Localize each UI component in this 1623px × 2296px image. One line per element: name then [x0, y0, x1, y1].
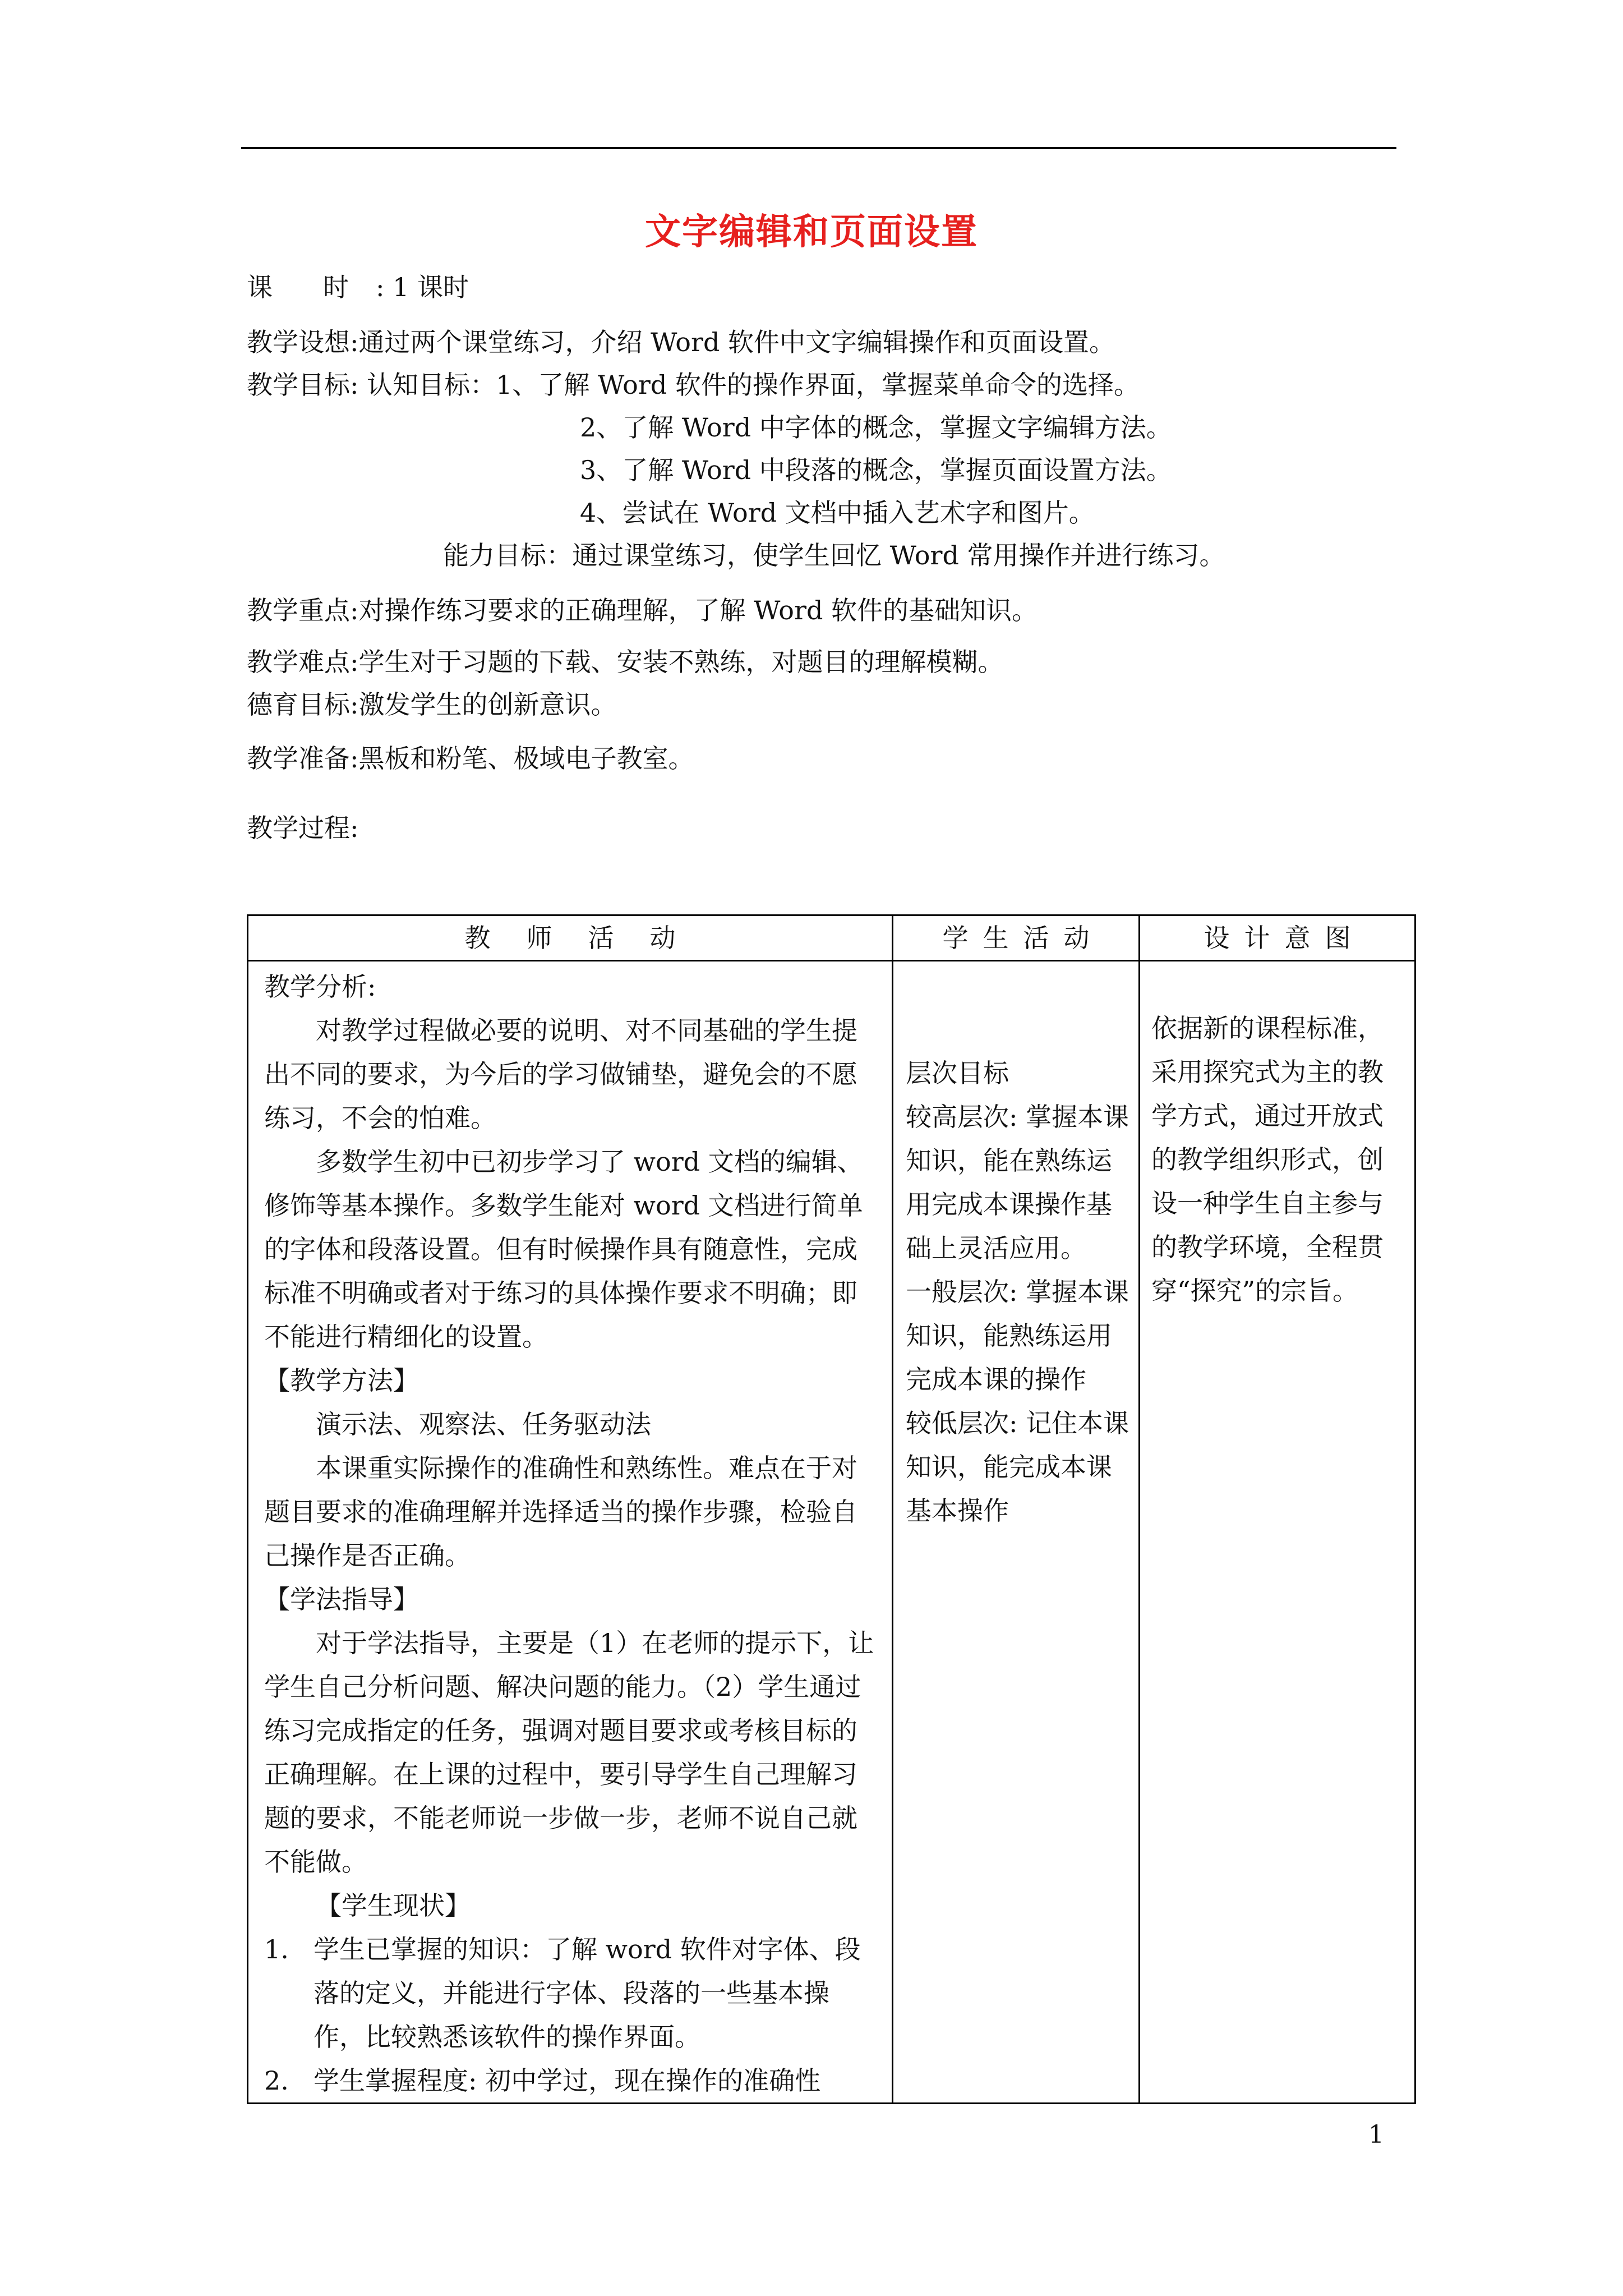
table-header-row [248, 915, 1415, 961]
moral-label: 德育目标: [247, 689, 359, 720]
goal-label: 教学目标: [247, 370, 359, 400]
status-item-2: 2. 学生掌握程度: 初中学过，现在操作的准确性 [264, 2065, 821, 2096]
study-paragraph-1: 对于学法指导，主要是（1）在老师的提示下，让学生自己分析问题、解决问题的能力。（2）学生通过练习完成指定的任务，强调对题目要求或考核目标的正确理解。在上课的过程中，要引导学生自己理解习题的要求，不能老师说一步做一步，老师不说自己就不能做。 [264, 1628, 874, 1877]
header-student: 学生活动 [893, 915, 1140, 961]
difficulty-value: 学生对于习题的下载、安装不熟练，对题目的理解模糊。 [358, 647, 1004, 677]
design-line [247, 325, 1115, 359]
student-goal-high: 较高层次: 掌握本课知识，能在熟练运用完成本课操作基础上灵活应用。 [906, 1102, 1129, 1263]
design-intent-cell [1140, 961, 1415, 2104]
student-goal-mid: 一般层次: 掌握本课知识，能熟练运用完成本课的操作 [906, 1277, 1129, 1395]
study-title: 【学法指导】 [264, 1584, 419, 1614]
table-body-row [248, 961, 1415, 2104]
difficulty-line [247, 645, 1004, 679]
goal-ability: 能力目标：通过课堂练习，使学生回忆 Word 常用操作并进行练习。 [443, 540, 1225, 570]
period-label-b: 时 [323, 272, 349, 302]
key-label: 教学重点: [247, 595, 359, 625]
period-label-a: 课 [247, 272, 273, 302]
design-value: 通过两个课堂练习，介绍 Word 软件中文字编辑操作和页面设置。 [358, 327, 1115, 357]
status-title: 【学生现状】 [316, 1890, 471, 1921]
goal-cognitive-label: 认知目标： [367, 370, 496, 400]
design-label: 教学设想: [247, 327, 359, 357]
lesson-table [247, 914, 1416, 2104]
period-line [247, 270, 469, 304]
student-goal-low: 较低层次: 记住本课知识，能完成本课基本操作 [906, 1408, 1129, 1526]
analysis-title: 教学分析: [264, 972, 376, 1002]
difficulty-label: 教学难点: [247, 647, 359, 677]
key-line [247, 593, 1038, 627]
status-item-1: 1. 学生已掌握的知识：了解 word 软件对字体、段落的定义，并能进行字体、段落的一些基本操作，比较熟悉该软件的操作界面。 [264, 1934, 861, 2052]
moral-value: 激发学生的创新意识。 [358, 689, 617, 720]
process-label: 教学过程: [247, 813, 359, 843]
method-title: 【教学方法】 [264, 1365, 419, 1396]
period-value: : 1 课时 [376, 272, 469, 302]
student-activity-cell [893, 961, 1140, 2104]
method-paragraph-2: 本课重实际操作的准确性和熟练性。难点在于对题目要求的准确理解并选择适当的操作步骤，检验自己操作是否正确。 [264, 1453, 857, 1571]
design-intent-text: 依据新的课程标准，采用探究式为主的教学方式，通过开放式的教学组织形式，创设一种学生自主参与的教学环境，全程贯穿“探究”的宗旨。 [1151, 1013, 1384, 1306]
goal-item-3: 3、了解 Word 中段落的概念，掌握页面设置方法。 [580, 455, 1172, 485]
method-paragraph-1: 演示法、观察法、任务驱动法 [316, 1409, 651, 1439]
goal-line [247, 368, 1140, 402]
teacher-activity-cell [248, 961, 893, 2104]
moral-line [247, 688, 617, 721]
goal-item-2: 2、了解 Word 中字体的概念，掌握文字编辑方法。 [580, 412, 1172, 443]
goal-item-4: 4、尝试在 Word 文档中插入艺术字和图片。 [580, 498, 1095, 528]
prep-line [247, 742, 694, 775]
analysis-paragraph-1: 对教学过程做必要的说明、对不同基础的学生提出不同的要求，为今后的学习做铺垫，避免会的不愿练习，不会的怕难。 [264, 1015, 857, 1133]
analysis-paragraph-2: 多数学生初中已初步学习了 word 文档的编辑、修饰等基本操作。多数学生能对 word 文档进行简单的字体和段落设置。但有时候操作具有随意性，完成标准不明确或者对于练习的具体操作要求不明确；即不能进行精细化的设置。 [264, 1147, 863, 1352]
document-title: 文字编辑和页面设置 [645, 211, 978, 253]
prep-value: 黑板和粉笔、极域电子教室。 [358, 743, 694, 774]
student-goal-title: 层次目标 [906, 1058, 1009, 1088]
page-number: 1 [1368, 2120, 1384, 2149]
header-design: 设计意图 [1140, 915, 1415, 961]
prep-label: 教学准备: [247, 743, 359, 774]
key-value: 对操作练习要求的正确理解，了解 Word 软件的基础知识。 [358, 595, 1038, 625]
header-rule [241, 147, 1396, 149]
goal-item-1: 1、了解 Word 软件的操作界面，掌握菜单命令的选择。 [496, 370, 1140, 400]
header-teacher: 教师活动 [248, 915, 893, 961]
